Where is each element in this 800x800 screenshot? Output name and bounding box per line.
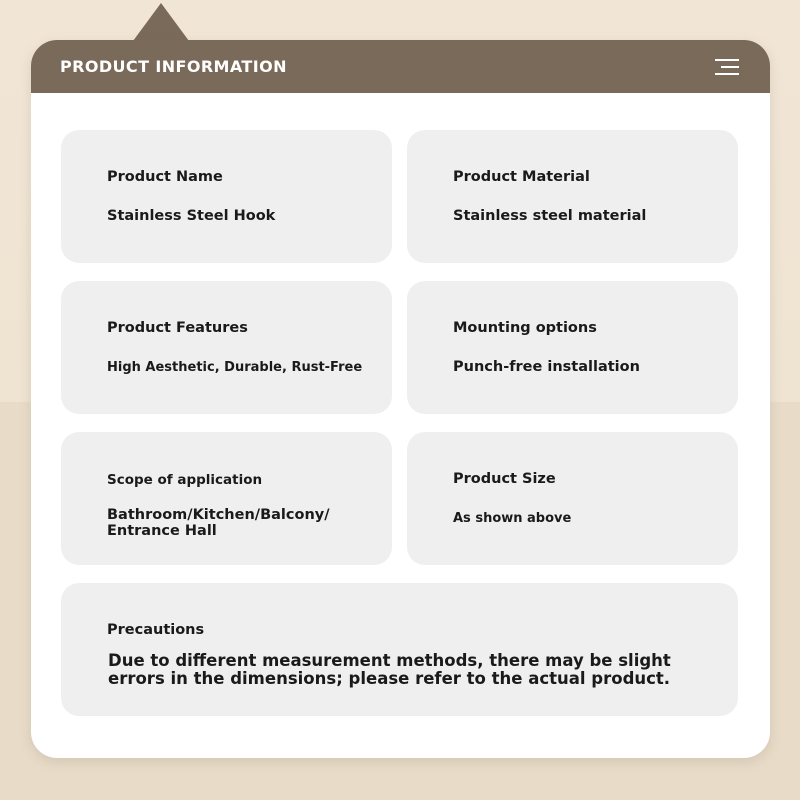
tile-value: High Aesthetic, Durable, Rust-Free bbox=[107, 360, 363, 375]
tile-label: Scope of application bbox=[107, 472, 263, 488]
product-info-card bbox=[31, 40, 770, 758]
tile-value: Due to different measurement methods, there may be slight errors in the dimensions; please refer to the actual product. bbox=[108, 651, 671, 688]
tile-value: Bathroom/Kitchen/Balcony/ Entrance Hall bbox=[107, 507, 330, 539]
card-pointer bbox=[133, 3, 189, 41]
tile-value: Punch-free installation bbox=[453, 359, 640, 375]
header-title: PRODUCT INFORMATION bbox=[60, 57, 287, 76]
tile-value: As shown above bbox=[453, 511, 572, 526]
tile-label: Product Features bbox=[107, 320, 248, 336]
tile-label: Precautions bbox=[107, 622, 205, 638]
menu-icon[interactable] bbox=[715, 59, 739, 75]
tile-product-name bbox=[61, 130, 392, 263]
tile-product-material bbox=[407, 130, 738, 263]
tile-product-size bbox=[407, 432, 738, 565]
card-header bbox=[31, 40, 770, 93]
tile-label: Mounting options bbox=[453, 320, 597, 336]
tile-product-features bbox=[61, 281, 392, 414]
tile-value: Stainless Steel Hook bbox=[107, 208, 276, 224]
tile-precautions bbox=[61, 583, 738, 716]
tile-label: Product Size bbox=[453, 471, 556, 487]
tile-label: Product Name bbox=[107, 169, 223, 185]
tile-value: Stainless steel material bbox=[453, 208, 647, 224]
tile-scope-of-application bbox=[61, 432, 392, 565]
tile-label: Product Material bbox=[453, 169, 590, 185]
tile-mounting-options bbox=[407, 281, 738, 414]
